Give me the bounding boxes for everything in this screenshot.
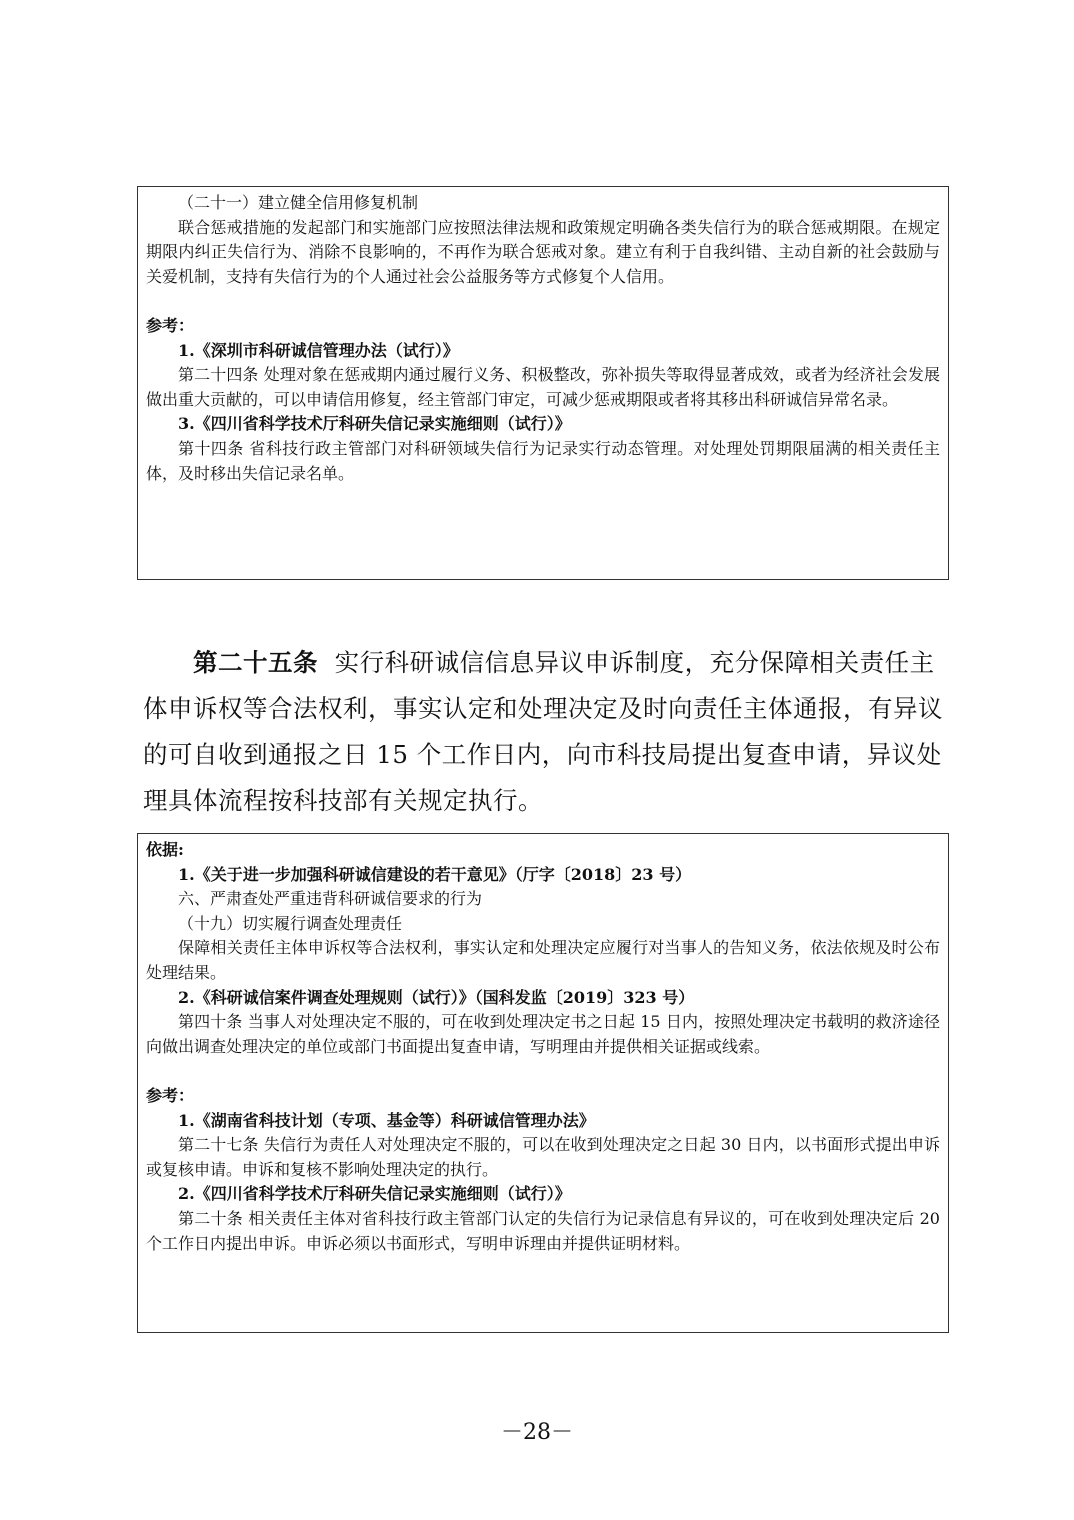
- basis-title: 1.《关于进一步加强科研诚信建设的若干意见》（厅字〔2018〕23 号）: [178, 864, 692, 884]
- section-heading: （二十一）建立健全信用修复机制: [178, 193, 419, 212]
- basis-text: 第四十条 当事人对处理决定不服的，可在收到处理决定书之日起 15 日内，按照处理决定书载明的救济途径向做出调查处理决定的单位或部门书面提出复查申请，写明理由并提供相关证据或线索。: [146, 1012, 940, 1056]
- basis-text: （十九）切实履行调查处理责任: [178, 913, 403, 933]
- reference-text: 第二十七条 失信行为责任人对处理决定不服的，可以在收到处理决定之日起 30 日内，以书面形式提出申诉或复核申请。申诉和复核不影响处理决定的执行。: [146, 1135, 940, 1179]
- page-number: －28－: [501, 1420, 573, 1445]
- reference-box-appeal: [137, 833, 949, 1333]
- reference-title: 1.《湖南省科技计划（专项、基金等）科研诚信管理办法》: [178, 1110, 595, 1130]
- article-number: 第二十五条: [193, 648, 318, 677]
- reference-title: 1.《深圳市科研诚信管理办法（试行）》: [178, 340, 459, 360]
- article-line: 体申诉权等合法权利，事实认定和处理决定及时向责任主体通报，有异议: [143, 694, 943, 723]
- reference-text: 第二十条 相关责任主体对省科技行政主管部门认定的失信行为记录信息有异议的，可在收到处理决定后 20 个工作日内提出申诉。申诉必须以书面形式，写明申诉理由并提供证明材料。: [146, 1208, 940, 1253]
- reference-title: 2.《四川省科学技术厅科研失信记录实施细则（试行）》: [178, 1184, 571, 1204]
- reference-label: 参考：: [146, 1085, 195, 1105]
- spacer: [146, 1059, 940, 1084]
- basis-label: 依据:: [146, 840, 184, 859]
- reference-box-credit-repair: [137, 186, 949, 580]
- article-text: 实行科研诚信信息异议申诉制度，充分保障相关责任主: [334, 648, 935, 677]
- section-body: 联合惩戒措施的发起部门和实施部门应按照法律法规和政策规定明确各类失信行为的联合惩戒期限。在规定期限内纠正失信行为、消除不良影响的，不再作为联合惩戒对象。建立有利于自我纠错、主动自新的社会鼓励与关爱机制，支持有失信行为的个人通过社会公益服务等方式修复个人信用。: [146, 217, 940, 286]
- reference-title: 3.《四川省科学技术厅科研失信记录实施细则（试行）》: [178, 414, 571, 434]
- basis-title: 2.《科研诚信案件调查处理规则（试行）》（国科发监〔2019〕323 号）: [178, 987, 695, 1007]
- article-line: 的可自收到通报之日 15 个工作日内，向市科技局提出复查申请，异议处: [143, 740, 942, 769]
- reference-label: 参考：: [146, 315, 195, 335]
- basis-text: 保障相关责任主体申诉权等合法权利，事实认定和处理决定应履行对当事人的告知义务，依法依规及时公布处理结果。: [146, 938, 940, 982]
- basis-text: 六、严肃查处严重违背科研诚信要求的行为: [178, 889, 483, 909]
- article-25: [143, 640, 943, 824]
- reference-text: 第二十四条 处理对象在惩戒期内通过履行义务、积极整改，弥补损失等取得显著成效，或者为经济社会发展做出重大贡献的，可以申请信用修复，经主管部门审定，可减少惩戒期限或者将其移出科研诚信异常名录。: [146, 365, 940, 409]
- article-line: [143, 640, 943, 686]
- reference-text: 第十四条 省科技行政主管部门对科研领域失信行为记录实行动态管理。对处理处罚期限届满的相关责任主体，及时移出失信记录名单。: [146, 438, 940, 483]
- spacer: [146, 289, 940, 314]
- article-line: 理具体流程按科技部有关规定执行。: [143, 786, 543, 815]
